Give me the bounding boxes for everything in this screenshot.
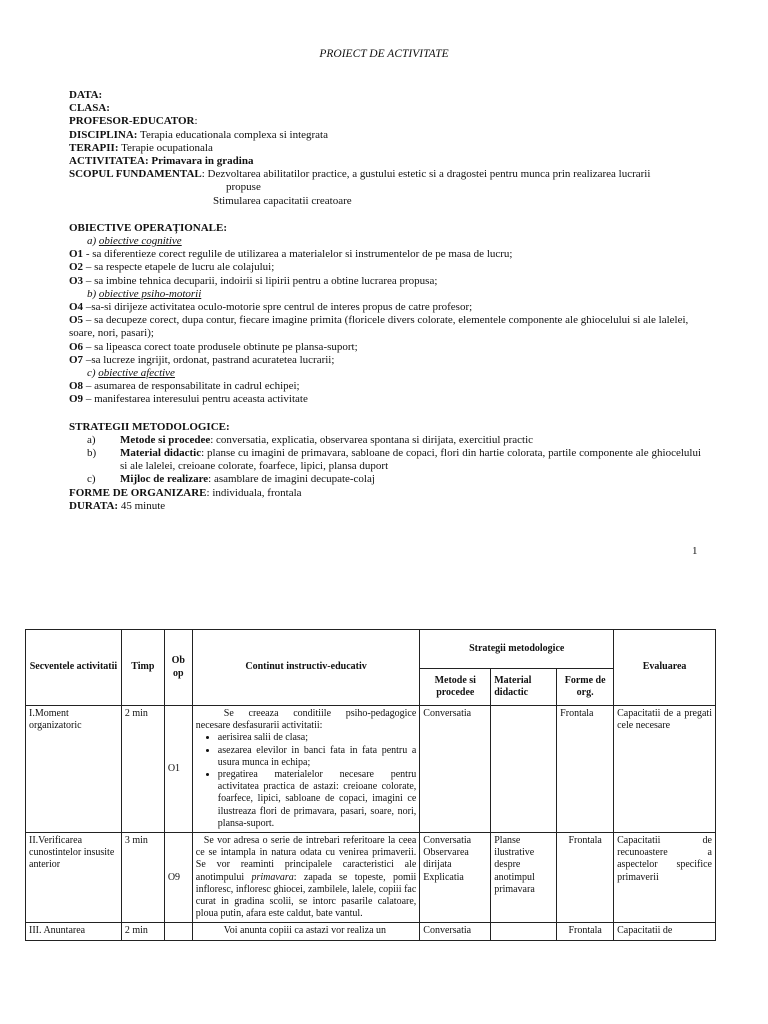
o6-text: – sa lipeasca corect toate produsele obtinute pe plansa-suport; xyxy=(83,340,358,353)
cell-forme: Frontala xyxy=(557,706,614,833)
cell-forme: Frontala xyxy=(557,833,614,923)
cell-evaluare: Capacitatii de xyxy=(614,923,716,940)
col-header-strategii: Strategii metodologice xyxy=(420,630,614,669)
group-c-marker: c) xyxy=(87,367,96,380)
project-header xyxy=(69,89,701,513)
group-b-marker: b) xyxy=(87,287,97,300)
clasa-label: CLASA: xyxy=(69,102,110,115)
disciplina-label: DISCIPLINA: xyxy=(69,128,138,141)
cell-continut: Voi anunta copiii ca astazi vor realiza un xyxy=(192,923,420,940)
cell-ob: O9 xyxy=(164,833,192,923)
table-row xyxy=(26,833,716,923)
cell-secventa: I.Moment organizatoric xyxy=(26,706,122,833)
group-a-marker: a) xyxy=(87,235,97,248)
cell-metode: Conversatia Observarea dirijata Explicatia xyxy=(420,833,491,923)
cell-ob: O1 xyxy=(164,706,192,833)
cell-timp: 3 min xyxy=(121,833,164,923)
forme-label: FORME DE ORGANIZARE xyxy=(69,486,207,499)
strategy-c: c) Mijloc de realizare: asamblare de imagini decupate-colaj xyxy=(87,473,375,486)
table-row xyxy=(26,706,716,833)
forme-value: : individuala, frontala xyxy=(206,486,302,499)
cell-metode: Conversatia xyxy=(420,923,491,940)
o2-code: O2 xyxy=(69,261,84,274)
col-header-material: Material didactic xyxy=(491,669,557,706)
o9-text: – manifestarea interesului pentru aceasta activitate xyxy=(83,393,308,406)
cell-continut xyxy=(192,833,420,923)
table-row xyxy=(26,923,716,940)
group-b-label: obiective psiho-motorii xyxy=(98,287,202,300)
cell-secventa: II.Verificarea cunostintelor insusite anterior xyxy=(26,833,122,923)
col-header-ob: Ob op xyxy=(164,630,192,706)
data-label: DATA: xyxy=(69,89,103,101)
continut-intro: Se creeaza conditiile psiho-pedagogice necesare desfasurarii activitatii: xyxy=(195,708,417,732)
continut-part-a: Se vor adresa o serie de intrebari referitoare la ceea ce se intampla in natura odata cu venirea primaverii. Se vor reaminti principalele caracteristici ale anotimpului xyxy=(195,835,417,883)
cell-material xyxy=(491,923,557,940)
cell-evaluare: Capacitatii de recunoastere a aspectelor specifice primaverii xyxy=(614,833,716,923)
strategy-c-label: Mijloc de realizare xyxy=(120,473,209,486)
scop-value-3: Stimularea capacitatii creatoare xyxy=(213,194,352,207)
cell-secventa: III. Anuntarea xyxy=(26,923,122,940)
strategy-b-label: Material didactic xyxy=(120,447,202,460)
col-header-metode: Metode si procedee xyxy=(420,669,491,706)
o9-code: O9 xyxy=(69,393,84,406)
o1-text: - sa diferentieze corect regulile de utilizarea a materialelor si instrumentelor de pe masa de lucru; xyxy=(83,248,513,261)
col-header-secventele: Secventele activitatii xyxy=(26,630,122,706)
objectives-heading: OBIECTIVE OPERAȚIONALE: xyxy=(69,221,228,234)
o5-text: – sa decupeze corect, dupa contur, fiecare imagine primita (floricele divers colorate, elementele componente ale ghiocelului si ale lalelei, soare, nori, pasari); xyxy=(69,314,689,340)
group-a-label: obiective cognitive xyxy=(98,235,182,248)
o8-text: – asumarea de responsabilitate in cadrul echipei; xyxy=(83,380,300,393)
strategy-b-value: : planse cu imagini de primavara, sabloane de copaci, flori din hartie colorata, partile componente ale ghiocelului si ale lalelei, creioane colorate, foarfece, lipici, plansa duport xyxy=(120,447,702,473)
cell-metode: Conversatia xyxy=(420,706,491,833)
scop-label: SCOPUL FUNDAMENTAL xyxy=(69,168,202,181)
o8-code: O8 xyxy=(69,380,84,393)
cell-timp: 2 min xyxy=(121,706,164,833)
continut-part-b: : zapada se topeste, pomii infloresc, infloresc ghiocei, zambilele, lalele, copiii fac curat in gradina scolii, se intorc pasarile calatoare, ploua putin, afara este caldut, bate vantul. xyxy=(195,871,417,920)
disciplina-value: Terapia educationala complexa si integrata xyxy=(137,128,328,141)
strategies-heading: STRATEGII METODOLOGICE: xyxy=(69,420,230,433)
o2-text: – sa respecte etapele de lucru ale colajului; xyxy=(83,261,275,274)
scop-value-1: : Dezvoltarea abilitatilor practice, a gustului estetic si a dragostei pentru munca prin realizarea lucrarii xyxy=(201,168,651,181)
profesor-label: PROFESOR-EDUCATOR xyxy=(69,115,195,128)
o7-code: O7 xyxy=(69,353,84,366)
document-title: PROIECT DE ACTIVITATE xyxy=(319,48,449,60)
terapii-label: TERAPII: xyxy=(69,141,119,154)
activitatea-label: ACTIVITATEA: Primavara in gradina xyxy=(69,155,254,168)
col-header-evaluarea: Evaluarea xyxy=(614,630,716,706)
col-header-timp: Timp xyxy=(121,630,164,706)
group-c-label: obiective afective xyxy=(98,367,175,380)
terapii-value: Terapie ocupationala xyxy=(118,141,213,154)
page-number: 1 xyxy=(692,545,698,557)
strategy-a-value: : conversatia, explicatia, observarea spontana si dirijata, exercitiul practic xyxy=(210,433,534,446)
strategy-b: b) Material didactic: planse cu imagini de primavara, sabloane de copaci, flori din hartie colorata, partile componente ale ghiocelului si ale lalelei, creioane colorate, foarfece, lipici, plansa duport xyxy=(87,447,702,473)
table-header-row xyxy=(26,630,716,669)
cell-continut xyxy=(192,706,420,833)
col-header-forme: Forme de org. xyxy=(557,669,614,706)
cell-forme: Frontala xyxy=(557,923,614,940)
o4-text: –sa-si dirijeze activitatea oculo-motorie spre centrul de interes propus de catre profesor; xyxy=(83,301,473,314)
durata-label: DURATA: xyxy=(69,499,119,512)
strategy-a-label: Metode si procedee xyxy=(120,433,211,446)
durata-value: 45 minute xyxy=(118,499,166,512)
cell-material: Planse ilustrative despre anotimpul primavara xyxy=(491,833,557,923)
profesor-suffix: : xyxy=(194,115,198,128)
scop-value-2: propuse xyxy=(226,181,261,194)
cell-evaluare: Capacitatii de a pregati cele necesare xyxy=(614,706,716,833)
o3-text: – sa imbine tehnica decuparii, indoirii si lipirii pentru a obtine lucrarea propusa; xyxy=(83,274,438,287)
strategy-c-value: : asamblare de imagini decupate-colaj xyxy=(208,473,375,486)
cell-timp: 2 min xyxy=(121,923,164,940)
o3-code: O3 xyxy=(69,274,84,287)
preparation-list xyxy=(196,732,417,830)
o4-code: O4 xyxy=(69,301,84,314)
cell-material xyxy=(491,706,557,833)
o6-code: O6 xyxy=(69,340,84,353)
strategy-a: a) Metode si procedee: conversatia, explicatia, observarea spontana si dirijata, exercitiul practic xyxy=(87,433,534,446)
o7-text: –sa lucreze ingrijit, ordonat, pastrand acuratetea lucrarii; xyxy=(83,353,335,366)
list-item: • pregatirea materialelor necesare pentru activitatea practica de astazi: creioane colorate, foarfece, lipici, sabloane de copaci, imagini ce ilustreaza flori de primavara, pasari, soare, nori, plansa-suport. xyxy=(218,769,417,830)
list-item: • aerisirea salii de clasa; xyxy=(218,732,417,744)
list-item: • asezarea elevilor in banci fata in fata pentru a usura munca in echipa; xyxy=(218,745,417,769)
continut-emphasis: primavara xyxy=(251,871,294,883)
activity-plan-table xyxy=(25,629,716,941)
o5-code: O5 xyxy=(69,314,84,327)
o1-code: O1 xyxy=(69,248,84,261)
col-header-continut: Continut instructiv-educativ xyxy=(192,630,420,706)
cell-ob xyxy=(164,923,192,940)
